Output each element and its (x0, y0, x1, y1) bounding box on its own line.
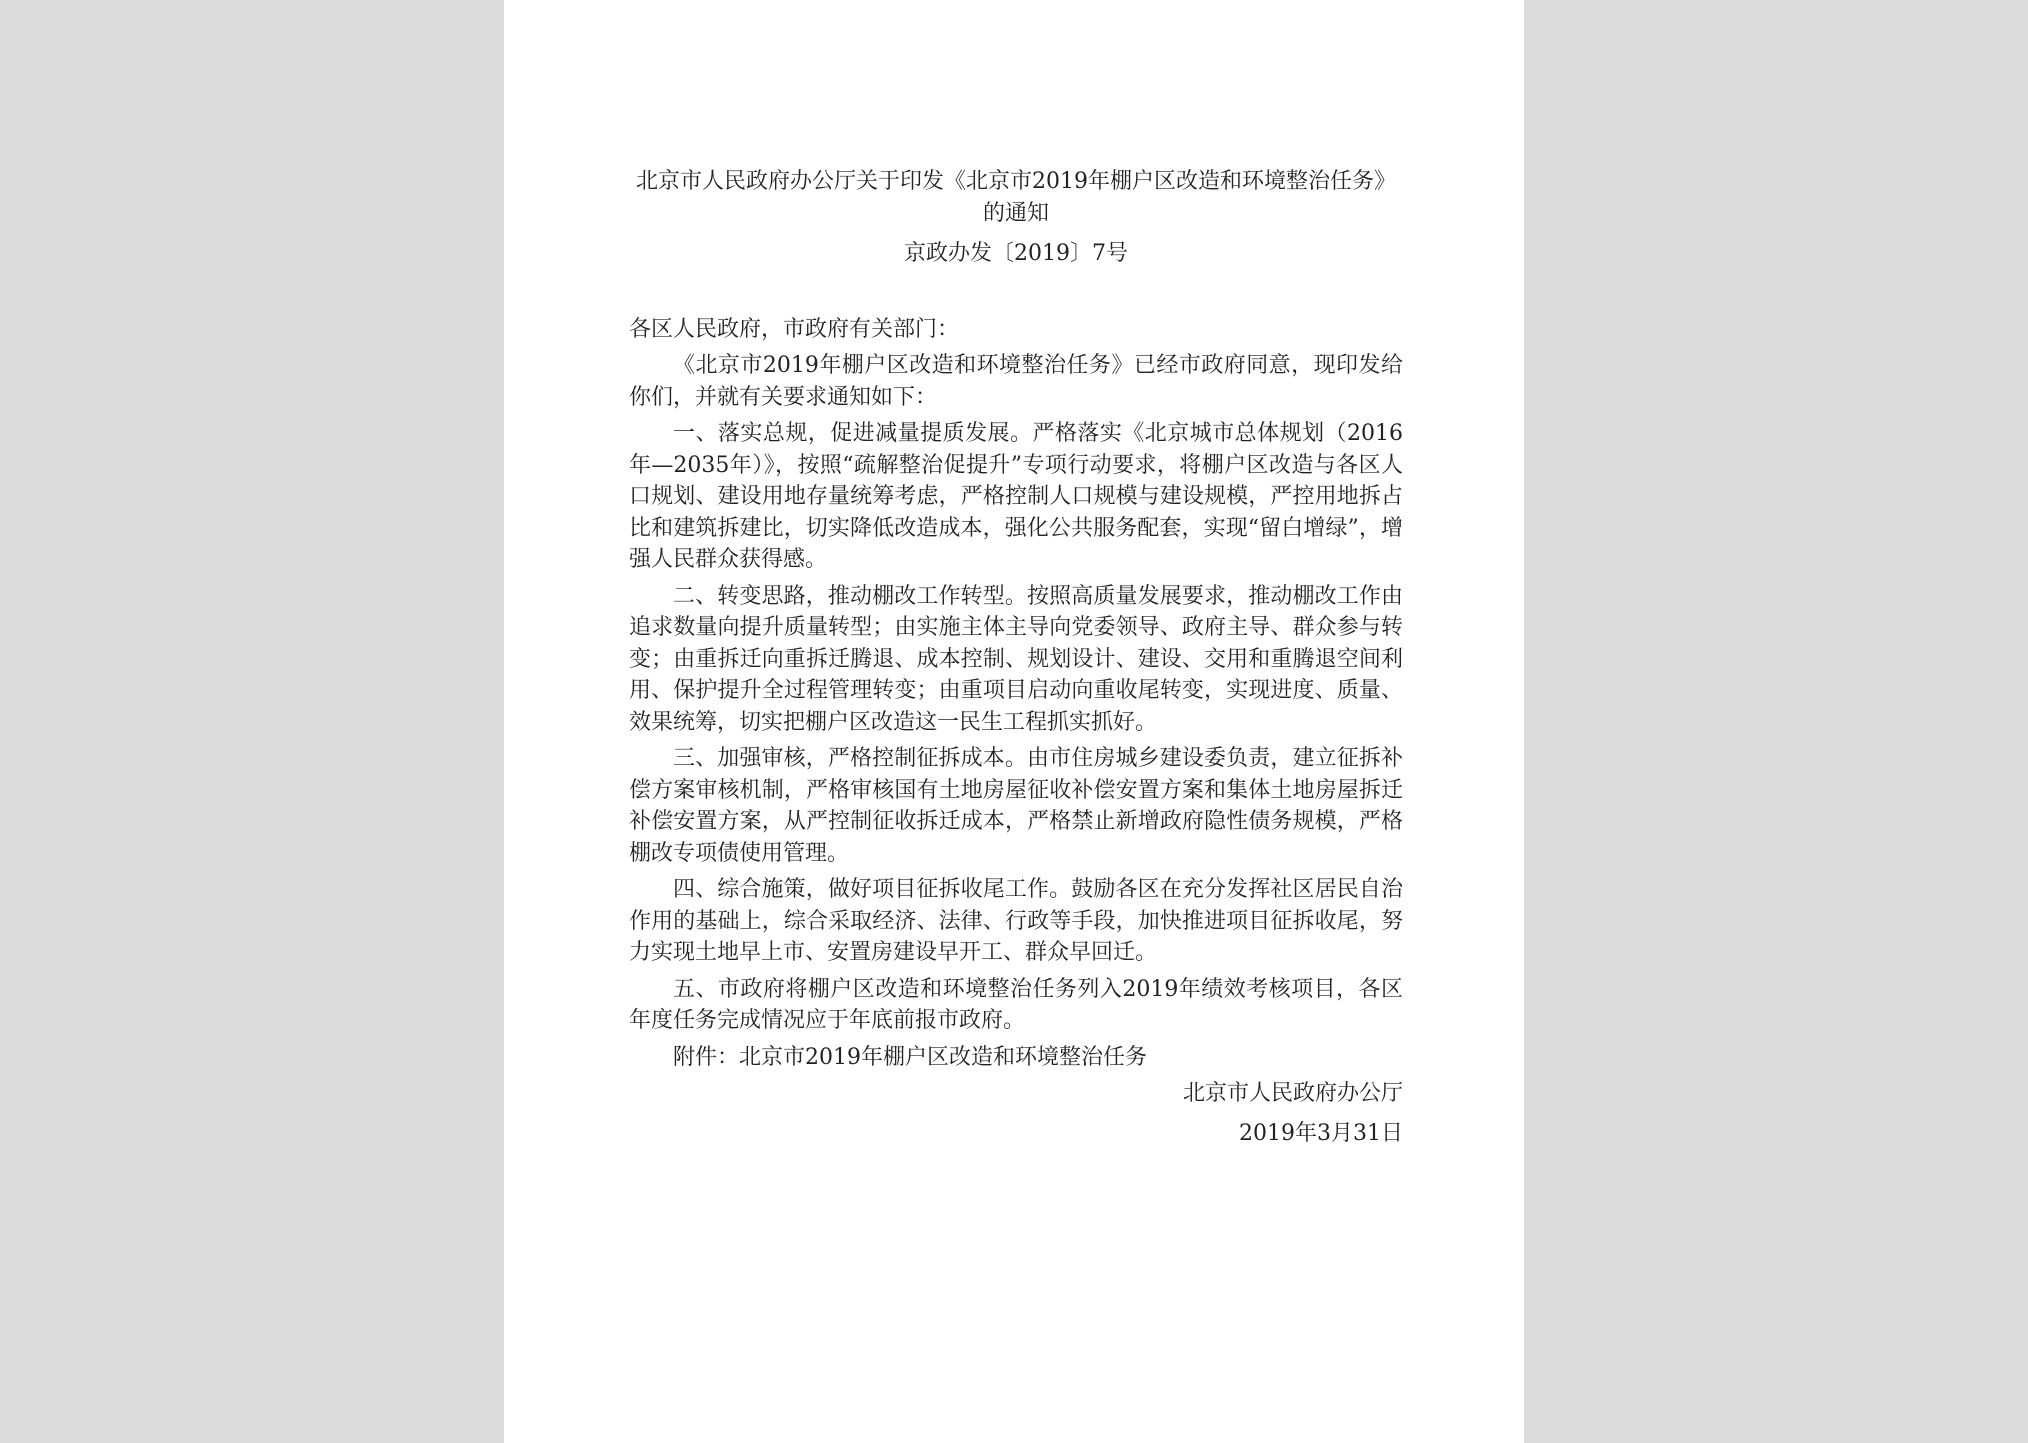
paragraph-1: 一、落实总规，促进减量提质发展。严格落实《北京城市总体规划（2016年—2035年）》，按照“疏解整治促提升”专项行动要求，将棚户区改造与各区人口规划、建设用地存量统筹考虑，严格控制人口规模与建设规模，严控用地拆占比和建筑拆建比，切实降低改造成本，强化公共服务配套，实现“留白增绿”，增强人民群众获得感。 (629, 421, 1403, 572)
document-page (504, 0, 1524, 1443)
salutation: 各区人民政府，市政府有关部门： (629, 317, 960, 342)
paragraph-4: 四、综合施策，做好项目征拆收尾工作。鼓励各区在充分发挥社区居民自治作用的基础上，综合采取经济、法律、行政等手段，加快推进项目征拆收尾，努力实现土地早上市、安置房建设早开工、群众早回迁。 (629, 877, 1403, 965)
paragraph-2: 二、转变思路，推动棚改工作转型。按照高质量发展要求，推动棚改工作由追求数量向提升质量转型；由实施主体主导向党委领导、政府主导、群众参与转变；由重拆迁向重拆迁腾退、成本控制、规划设计、建设、交用和重腾退空间利用、保护提升全过程管理转变；由重项目启动向重收尾转变，实现进度、质量、效果统筹，切实把棚户区改造这一民生工程抓实抓好。 (629, 583, 1403, 735)
document-title: 北京市人民政府办公厅关于印发《北京市2019年棚户区改造和环境整治任务》的通知 (636, 169, 1396, 226)
document-content (629, 166, 1403, 1150)
paragraph-3: 三、加强审核，严格控制征拆成本。由市住房城乡建设委负责，建立征拆补偿方案审核机制，严格审核国有土地房屋征收补偿安置方案和集体土地房屋拆迁补偿安置方案，从严控制征收拆迁成本，严格禁止新增政府隐性债务规模，严格棚改专项债使用管理。 (629, 746, 1403, 866)
paragraph-intro: 《北京市2019年棚户区改造和环境整治任务》已经市政府同意，现印发给你们，并就有关要求通知如下： (629, 353, 1403, 410)
document-number: 京政办发〔2019〕7号 (904, 241, 1128, 266)
paragraph-5: 五、市政府将棚户区改造和环境整治任务列入2019年绩效考核项目，各区年度任务完成情况应于年底前报市政府。 (629, 976, 1403, 1033)
attachment-line: 附件：北京市2019年棚户区改造和环境整治任务 (673, 1044, 1147, 1070)
document-date: 2019年3月31日 (1239, 1121, 1403, 1146)
signature: 北京市人民政府办公厅 (1182, 1081, 1403, 1106)
